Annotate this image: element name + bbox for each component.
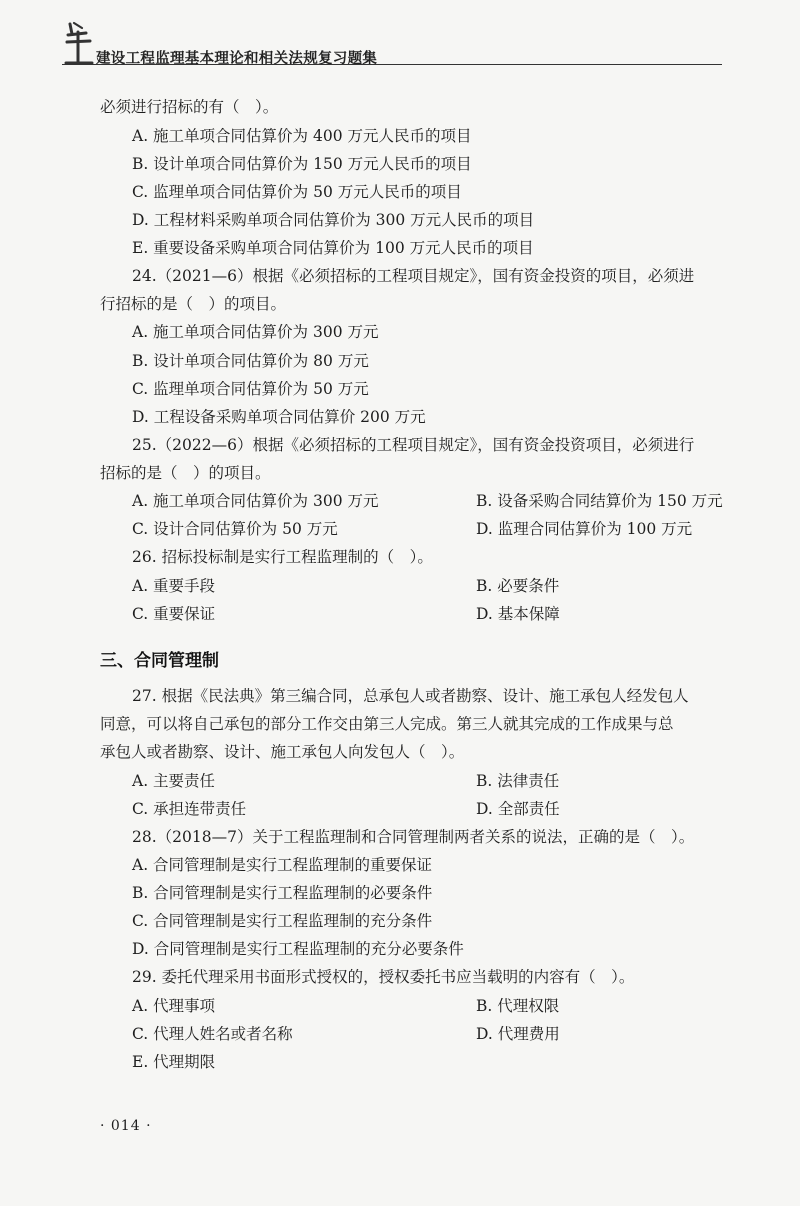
q24-option-a: A. 施工单项合同估算价为 300 万元 [132, 323, 379, 341]
q27-stem-line1: 27. 根据《民法典》第三编合同，总承包人或者勘察、设计、施工承包人经发包人 [132, 687, 689, 705]
q23-option-a: A. 施工单项合同估算价为 400 万元人民币的项目 [132, 127, 472, 145]
q28-option-c: C. 合同管理制是实行工程监理制的充分条件 [132, 912, 433, 930]
q29-option-e: E. 代理期限 [132, 1053, 216, 1071]
q24-option-d: D. 工程设备采购单项合同估算价 200 万元 [132, 408, 426, 426]
q23-option-d: D. 工程材料采购单项合同估算价为 300 万元人民币的项目 [132, 211, 535, 229]
q27-stem-line2: 同意，可以将自己承包的部分工作交由第三人完成。第三人就其完成的工作成果与总 [100, 715, 674, 733]
signpost-logo-icon [62, 20, 96, 68]
q29-option-a: A. 代理事项 [132, 997, 216, 1015]
q23-stem-end: 必须进行招标的有（ ）。 [100, 98, 279, 116]
q24-option-b: B. 设计单项合同估算价为 80 万元 [132, 352, 369, 370]
section-heading-contract-management: 三、合同管理制 [100, 651, 219, 671]
q23-option-c: C. 监理单项合同估算价为 50 万元人民币的项目 [132, 183, 462, 201]
q27-option-b: B. 法律责任 [476, 772, 560, 790]
q26-option-d: D. 基本保障 [476, 605, 560, 623]
q25-option-b: B. 设备采购合同结算价为 150 万元 [476, 492, 723, 510]
q24-stem-line1: 24.（2021—6）根据《必须招标的工程项目规定》，国有资金投资的项目，必须进 [132, 267, 695, 285]
header-divider [62, 64, 722, 65]
q27-option-d: D. 全部责任 [476, 800, 560, 818]
q23-option-b: B. 设计单项合同估算价为 150 万元人民币的项目 [132, 155, 472, 173]
q25-stem-line2: 招标的是（ ）的项目。 [100, 464, 271, 482]
q23-option-e: E. 重要设备采购单项合同估算价为 100 万元人民币的项目 [132, 239, 534, 257]
q26-option-a: A. 重要手段 [132, 577, 216, 595]
running-header [62, 20, 722, 72]
q27-stem-line3: 承包人或者勘察、设计、施工承包人向发包人（ ）。 [100, 743, 465, 761]
q29-stem: 29. 委托代理采用书面形式授权的，授权委托书应当载明的内容有（ ）。 [132, 968, 635, 986]
q26-option-b: B. 必要条件 [476, 577, 560, 595]
q26-stem: 26. 招标投标制是实行工程监理制的（ ）。 [132, 548, 433, 566]
q28-stem: 28.（2018—7）关于工程监理制和合同管理制两者关系的说法，正确的是（ ）。 [132, 828, 695, 846]
q29-option-c: C. 代理人姓名或者名称 [132, 1025, 293, 1043]
q27-option-c: C. 承担连带责任 [132, 800, 247, 818]
q25-option-d: D. 监理合同估算价为 100 万元 [476, 520, 693, 538]
q28-option-b: B. 合同管理制是实行工程监理制的必要条件 [132, 884, 433, 902]
q24-option-c: C. 监理单项合同估算价为 50 万元 [132, 380, 369, 398]
q25-option-c: C. 设计合同估算价为 50 万元 [132, 520, 338, 538]
q25-stem-line1: 25.（2022—6）根据《必须招标的工程项目规定》，国有资金投资项目，必须进行 [132, 436, 695, 454]
q27-option-a: A. 主要责任 [132, 772, 216, 790]
q26-option-c: C. 重要保证 [132, 605, 216, 623]
q29-option-b: B. 代理权限 [476, 997, 560, 1015]
q28-option-d: D. 合同管理制是实行工程监理制的充分必要条件 [132, 940, 464, 958]
header-title: 建设工程监理基本理论和相关法规复习题集 [96, 51, 378, 67]
page-number: · 014 · [100, 1118, 152, 1134]
q25-option-a: A. 施工单项合同估算价为 300 万元 [132, 492, 379, 510]
q29-option-d: D. 代理费用 [476, 1025, 560, 1043]
q24-stem-line2: 行招标的是（ ）的项目。 [100, 295, 287, 313]
q28-option-a: A. 合同管理制是实行工程监理制的重要保证 [132, 856, 433, 874]
